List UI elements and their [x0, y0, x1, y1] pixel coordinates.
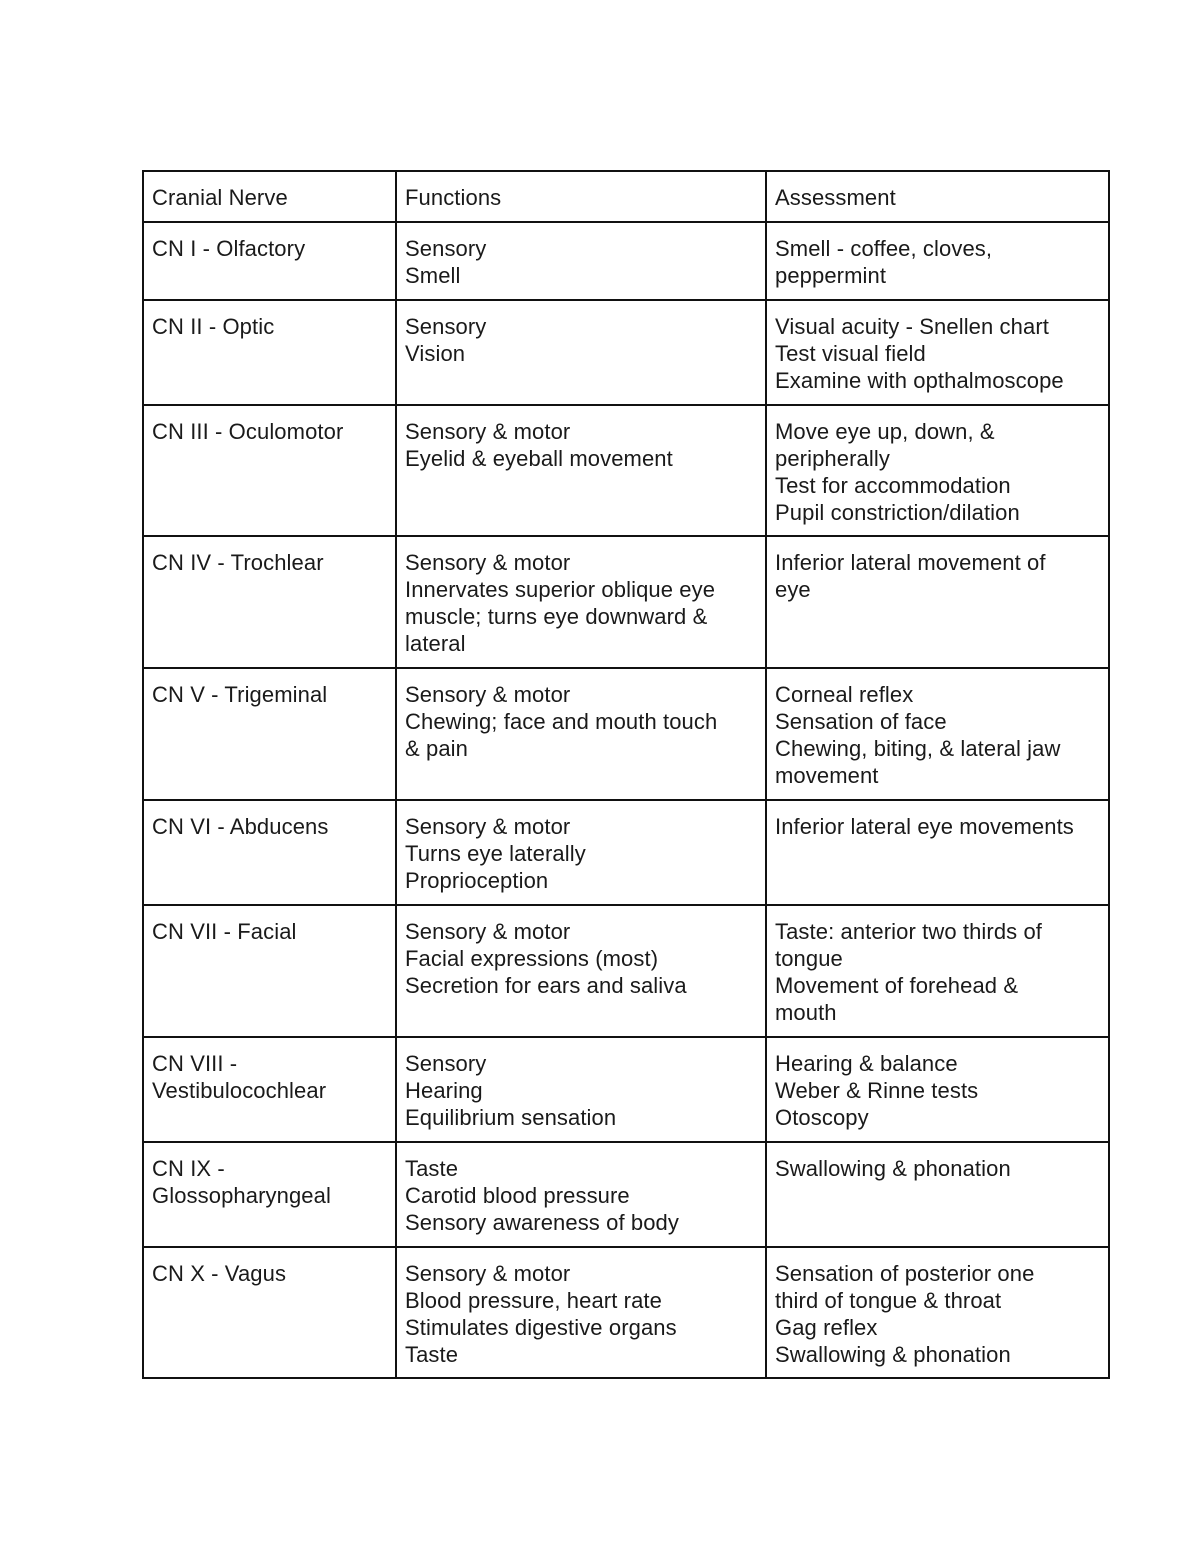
- nerve-cell: CN VI - Abducens: [143, 800, 396, 905]
- assessment-cell: Smell - coffee, cloves, peppermint: [766, 222, 1109, 300]
- table-row: [143, 800, 1109, 905]
- assessment-cell: Hearing & balance Weber & Rinne tests Otoscopy: [766, 1037, 1109, 1142]
- table-row: [143, 300, 1109, 405]
- nerve-cell: CN VIII - Vestibulocochlear: [143, 1037, 396, 1142]
- functions-cell: Sensory & motor Turns eye laterally Proprioception: [396, 800, 766, 905]
- assessment-cell: Move eye up, down, & peripherally Test for accommodation Pupil constriction/dilation: [766, 405, 1109, 536]
- nerve-cell: CN I - Olfactory: [143, 222, 396, 300]
- table-row: [143, 1142, 1109, 1247]
- header-cranial-nerve: Cranial Nerve: [143, 171, 396, 222]
- functions-cell: Sensory & motor Blood pressure, heart rate Stimulates digestive organs Taste: [396, 1247, 766, 1378]
- functions-cell: Sensory & motor Eyelid & eyeball movement: [396, 405, 766, 536]
- cranial-nerve-table: [142, 170, 1110, 1379]
- table-row: [143, 536, 1109, 668]
- table-row: [143, 668, 1109, 800]
- functions-cell: Sensory Vision: [396, 300, 766, 405]
- table-row: [143, 1037, 1109, 1142]
- table-header-row: [143, 171, 1109, 222]
- assessment-cell: Sensation of posterior one third of tongue & throat Gag reflex Swallowing & phonation: [766, 1247, 1109, 1378]
- assessment-cell: Corneal reflex Sensation of face Chewing, biting, & lateral jaw movement: [766, 668, 1109, 800]
- functions-cell: Sensory Hearing Equilibrium sensation: [396, 1037, 766, 1142]
- assessment-cell: Visual acuity - Snellen chart Test visual field Examine with opthalmoscope: [766, 300, 1109, 405]
- nerve-cell: CN III - Oculomotor: [143, 405, 396, 536]
- functions-cell: Sensory & motor Facial expressions (most) Secretion for ears and saliva: [396, 905, 766, 1037]
- functions-cell: Taste Carotid blood pressure Sensory awareness of body: [396, 1142, 766, 1247]
- header-functions: Functions: [396, 171, 766, 222]
- table-row: [143, 905, 1109, 1037]
- table-row: [143, 405, 1109, 536]
- header-assessment: Assessment: [766, 171, 1109, 222]
- table-row: [143, 1247, 1109, 1378]
- nerve-cell: CN IX - Glossopharyngeal: [143, 1142, 396, 1247]
- assessment-cell: Inferior lateral eye movements: [766, 800, 1109, 905]
- functions-cell: Sensory & motor Innervates superior oblique eye muscle; turns eye downward & lateral: [396, 536, 766, 668]
- functions-cell: Sensory Smell: [396, 222, 766, 300]
- functions-cell: Sensory & motor Chewing; face and mouth touch & pain: [396, 668, 766, 800]
- nerve-cell: CN V - Trigeminal: [143, 668, 396, 800]
- nerve-cell: CN IV - Trochlear: [143, 536, 396, 668]
- nerve-cell: CN II - Optic: [143, 300, 396, 405]
- nerve-cell: CN VII - Facial: [143, 905, 396, 1037]
- table-row: [143, 222, 1109, 300]
- assessment-cell: Taste: anterior two thirds of tongue Movement of forehead & mouth: [766, 905, 1109, 1037]
- nerve-cell: CN X - Vagus: [143, 1247, 396, 1378]
- assessment-cell: Inferior lateral movement of eye: [766, 536, 1109, 668]
- assessment-cell: Swallowing & phonation: [766, 1142, 1109, 1247]
